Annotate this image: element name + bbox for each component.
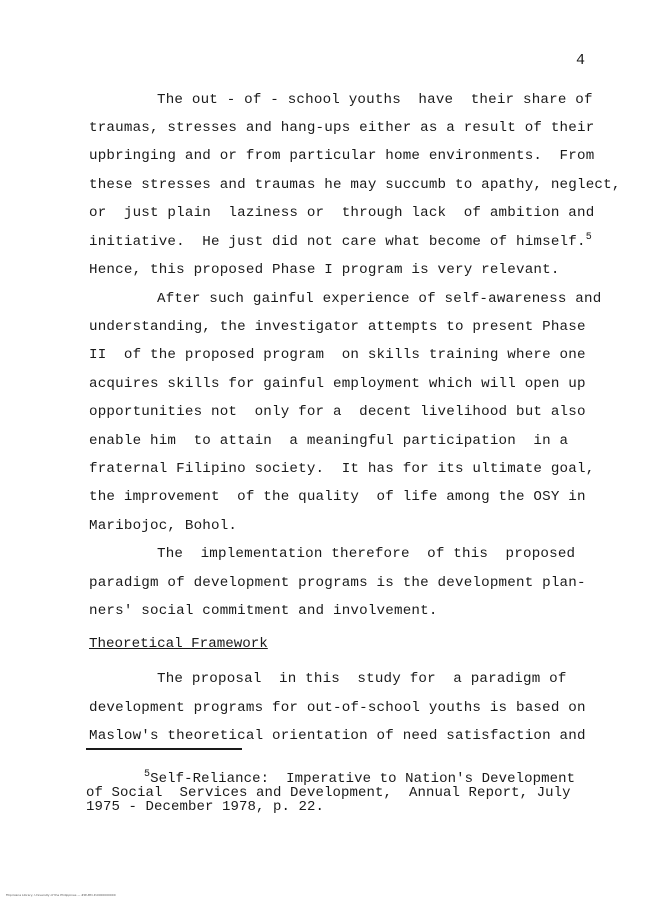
footnote-separator — [86, 748, 242, 750]
footnote-line-1-text: Self-Reliance: Imperative to Nation's Development — [150, 771, 576, 787]
paragraph-4-line-2: development programs for out-of-school youths is based on — [89, 700, 586, 716]
footnote-line-3: 1975 - December 1978, p. 22. — [86, 799, 325, 815]
footnote-reference-marker: 5 — [585, 232, 592, 243]
footnote-marker: 5 — [144, 769, 151, 780]
paragraph-2-line-4: acquires skills for gainful employment which will open up — [89, 376, 586, 392]
page-number: 4 — [576, 52, 586, 69]
paragraph-3-line-1: The implementation therefore of this proposed — [157, 546, 576, 562]
paragraph-1-line-3: upbringing and or from particular home environments. From — [89, 148, 595, 164]
paragraph-4-line-1: The proposal in this study for a paradigm of — [157, 671, 567, 687]
paragraph-2-line-1: After such gainful experience of self-awareness and — [157, 291, 602, 307]
paragraph-1-line-2: traumas, stresses and hang-ups either as a result of their — [89, 120, 595, 136]
section-heading: Theoretical Framework — [89, 636, 268, 652]
paragraph-1-line-4: these stresses and traumas he may succumb to apathy, neglect, — [89, 177, 621, 193]
paragraph-4-line-3: Maslow's theoretical orientation of need satisfaction and — [89, 728, 586, 744]
paragraph-1-line-6 — [89, 234, 592, 250]
paragraph-3-line-2: paradigm of development programs is the development plan- — [89, 575, 586, 591]
paragraph-2-line-8: the improvement of the quality of life among the OSY in — [89, 489, 586, 505]
paragraph-2-line-9: Maribojoc, Bohol. — [89, 518, 238, 534]
paragraph-1-line-1: The out - of - school youths have their share of — [157, 92, 593, 108]
paragraph-2-line-6: enable him to attain a meaningful participation in a — [89, 433, 569, 449]
paragraph-1-line-7: Hence, this proposed Phase I program is very relevant. — [89, 262, 560, 278]
archive-stamp: Filipiniana Library, University of the Philippines — ##UPD-P-0000000000 — [6, 893, 116, 897]
paragraph-2-line-3: II of the proposed program on skills training where one — [89, 347, 586, 363]
paragraph-3-line-3: ners' social commitment and involvement. — [89, 603, 438, 619]
paragraph-2-line-7: fraternal Filipino society. It has for its ultimate goal, — [89, 461, 595, 477]
footnote-line-2: of Social Services and Development, Annual Report, July — [86, 785, 571, 801]
paragraph-2-line-2: understanding, the investigator attempts to present Phase — [89, 319, 586, 335]
paragraph-1-line-5: or just plain laziness or through lack of ambition and — [89, 205, 595, 221]
paragraph-1-line-6-text: initiative. He just did not care what become of himself. — [89, 234, 586, 250]
paragraph-2-line-5: opportunities not only for a decent livelihood but also — [89, 404, 586, 420]
